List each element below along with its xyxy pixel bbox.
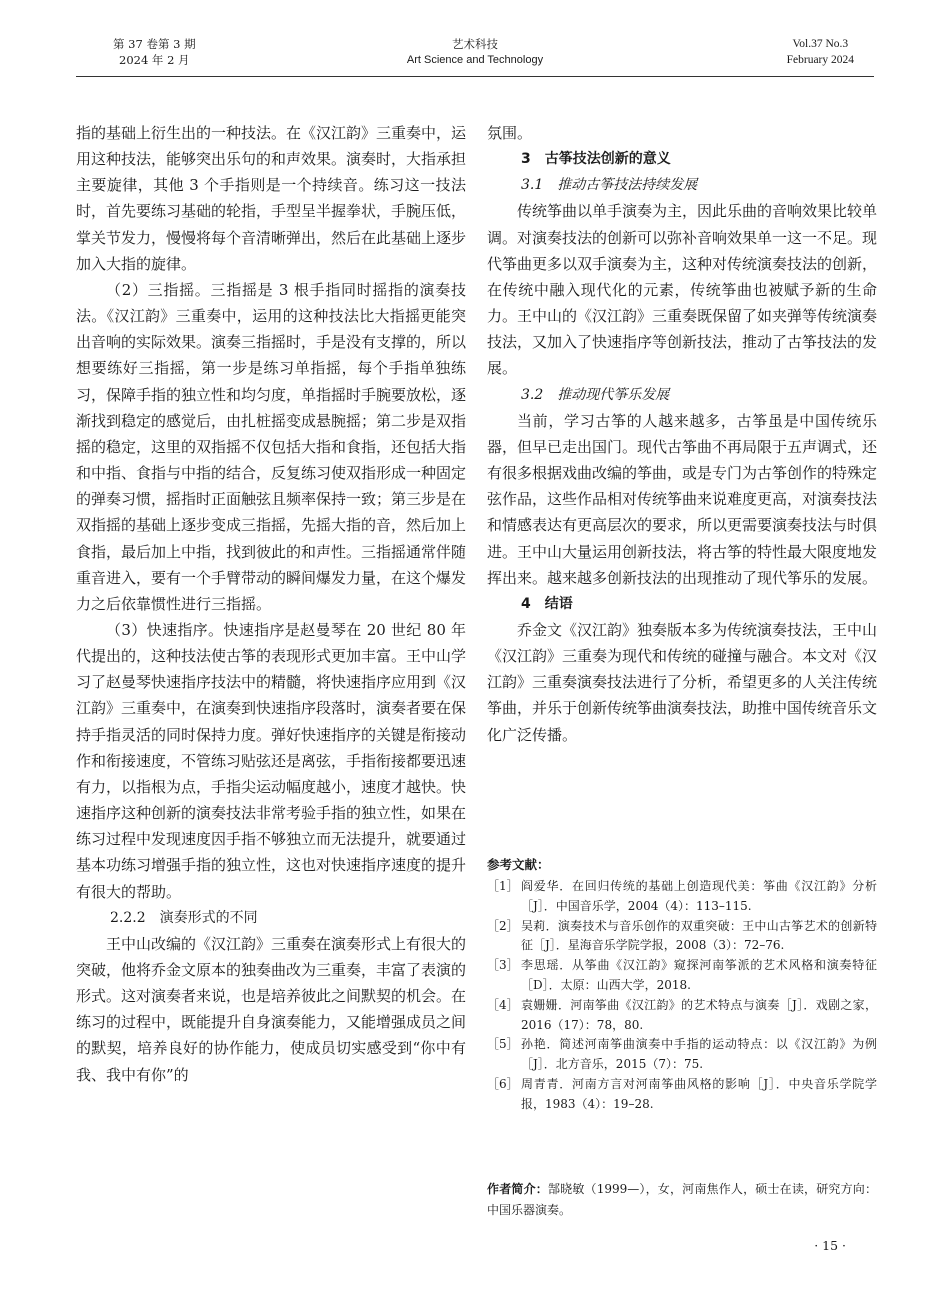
subsection-heading: 3.2 推动现代筝乐发展 xyxy=(521,386,670,403)
reference-item: ［3］ 李思瑶．从筝曲《汉江韵》窥探河南筝派的艺术风格和演奏特征［D］．太原：山西大学，2018. xyxy=(487,958,877,992)
volume-issue-en: Vol.37 No.3 February 2024 xyxy=(786,38,854,66)
author-bio xyxy=(487,1179,877,1220)
paragraph: （3）快速指序。快速指序是赵曼琴在 20 世纪 80 年代提出的，这种技法使古筝的表现形式更加丰富。王中山学习了赵曼琴快速指序技法中的精髓，将快速指序应用到《汉江韵》三重奏中，在演奏到快速指序段落时，演奏者要在保持手指灵活的同时保持力度。弹好快速指序的关键是衔接动作和衔接速度，不管练习贴弦还是离弦，手指衔接都要迅速有力，以指根为点，手指尖运动幅度越小，速度才越快。快速指序这种创新的演奏技法非常考验手指的独立性，如果在练习过程中发现速度因手指不够独立而无法提升，就要通过基本功练习增强手指的独立性，这也对快速指序速度的提升有很大的帮助。 xyxy=(76,620,467,901)
header-rule xyxy=(76,76,874,77)
paragraph: 乔金文《汉江韵》独奏版本多为传统演奏技法，王中山《汉江韵》三重奏为现代和传统的碰撞与融合。本文对《汉江韵》三重奏演奏技法进行了分析，希望更多的人关注传统筝曲，并乐于创新传统筝曲演奏技法，助推中国传统音乐文化广泛传播。 xyxy=(487,620,878,744)
subsection-heading: 3.1 推动古筝技法持续发展 xyxy=(521,177,698,194)
left-column xyxy=(76,120,466,1088)
reference-item: ［5］ 孙艳．简述河南筝曲演奏中手指的运动特点：以《汉江韵》为例［J］．北方音乐，2015（7）：75. xyxy=(487,1037,877,1072)
section-heading: 4 结语 xyxy=(521,595,573,612)
volume-issue: 第 37 卷第 3 期 2024 年 2 月 xyxy=(113,37,196,67)
paragraph: 当前，学习古筝的人越来越多，古筝虽是中国传统乐器，但早已走出国门。现代古筝曲不再局限于五声调式，还有很多根据戏曲改编的筝曲，或是专门为古筝创作的特殊定弦作品，这些作品相对传统筝曲来说难度更高，对演奏技法和情感表达有更高层次的要求，所以更需要演奏技法与时俱进。王中山大量运用创新技法，将古筝的特性最大限度地发挥出来。越来越多创新技法的出现推动了现代筝乐的发展。 xyxy=(487,411,878,587)
reference-item: ［1］ 阎爱华．在回归传统的基础上创造现代美：筝曲《汉江韵》分析［J］．中国音乐学，2004（4）：113–115. xyxy=(487,879,877,913)
paragraph: （2）三指摇。三指摇是 3 根手指同时摇指的演奏技法。《汉江韵》三重奏中，运用的这种技法比大指摇更能突出音响的实际效果。演奏三指摇时，手是没有支撑的，所以想要练好三指摇，第一步是练习单指摇，每个手指单独练习，保障手指的独立性和均匀度，单指摇时手腕要放松，逐渐找到稳定的感觉后，由扎桩摇变成悬腕摇；第二步是双指摇的稳定，这里的双指摇不仅包括大指和食指，还包括大指和中指、食指与中指的结合，反复练习使双指形成一种固定的弹奏习惯，摇指时正面触弦且频率保持一致；第三步是在双指摇的基础上逐步变成三指摇，先摇大指的音，然后加上食指，最后加上中指，找到彼此的和声性。三指摇通常伴随重音进入，要有一个手臂带动的瞬间爆发力量，在这个爆发力之后依靠惯性进行三指摇。 xyxy=(76,280,467,613)
journal-title: 艺术科技 Art Science and Technology xyxy=(406,37,544,66)
reference-item: ［2］ 吴莉．演奏技术与音乐创作的双重突破：王中山古筝艺术的创新特征［J］．星海音乐学院学报，2008（3）：72–76. xyxy=(487,918,877,953)
right-column xyxy=(487,120,877,748)
reference-item: ［6］ 周青青．河南方言对河南筝曲风格的影响［J］．中央音乐学院学报，1983（4）：19–28. xyxy=(487,1076,877,1111)
paragraph: 指的基础上衍生出的一种技法。在《汉江韵》三重奏中，运用这种技法，能够突出乐句的和声效果。演奏时，大指承担主要旋律，其他 3 个手指则是一个持续音。练习这一技法时，首先要练习基础的轮指，手型呈半握拳状，手腕压低，掌关节发力，慢慢将每个音清晰弹出，然后在此基础上逐步加入大指的旋律。 xyxy=(76,124,467,273)
page-number: · 15 · xyxy=(814,1238,846,1253)
author-bio-label: 作者简介： xyxy=(487,1182,548,1196)
author-bio-text: 郜晓敏（1999—），女，河南焦作人，硕士在读，研究方向：中国乐器演奏。 xyxy=(487,1182,877,1217)
reference-item: ［4］ 袁姗姗．河南筝曲《汉江韵》的艺术特点与演奏［J］．戏剧之家，2016（17）：78，80. xyxy=(487,997,877,1032)
paragraph: 传统筝曲以单手演奏为主，因此乐曲的音响效果比较单调。对演奏技法的创新可以弥补音响效果单一这一不足。现代筝曲更多以双手演奏为主，这种对传统演奏技法的创新，在传统中融入现代化的元素，传统筝曲也被赋予新的生命力。王中山的《汉江韵》三重奏既保留了如夹弹等传统演奏技法，又加入了快速指序等创新技法，推动了古筝技法的发展。 xyxy=(487,202,878,378)
section-heading: 2.2.2 演奏形式的不同 xyxy=(110,909,258,926)
section-heading: 3 古筝技法创新的意义 xyxy=(521,151,671,168)
references-title: 参考文献： xyxy=(487,857,550,872)
page-header xyxy=(0,0,950,80)
references xyxy=(487,855,877,1115)
paragraph: 王中山改编的《汉江韵》三重奏在演奏形式上有很大的突破，他将乔金文原本的独奏曲改为三重奏，丰富了表演的形式。这对演奏者来说，也是培养彼此之间默契的机会。在练习的过程中，既能提升自身演奏能力，又能增强成员之间的默契，培养良好的协作能力，使成员切实感受到“你中有我、我中有你”的 xyxy=(76,934,467,1084)
paragraph: 氛围。 xyxy=(487,124,533,142)
